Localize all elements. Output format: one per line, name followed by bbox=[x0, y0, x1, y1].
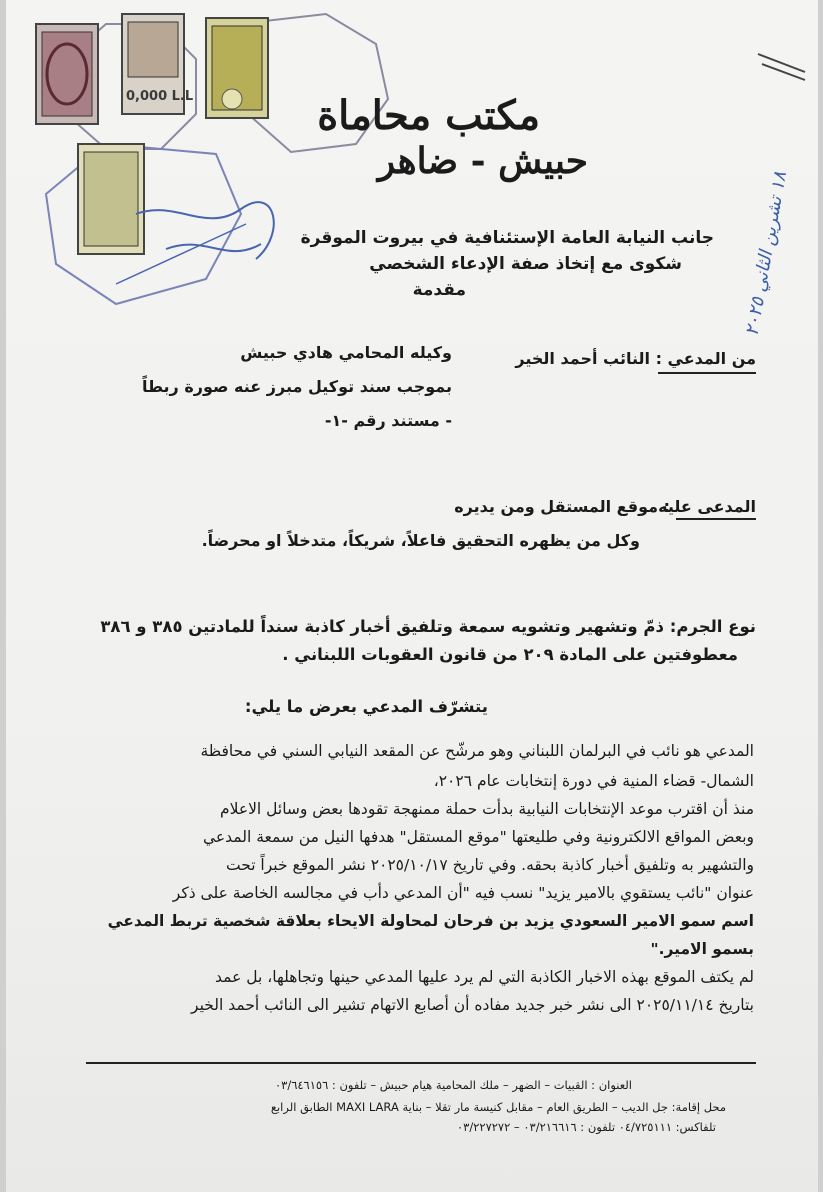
footer-divider bbox=[86, 1062, 756, 1064]
honor-statement: يتشرّف المدعي بعرض ما يلي: bbox=[244, 697, 488, 716]
defendant-label: المدعى عليه bbox=[658, 497, 756, 516]
complaint-subject: شكوى مع إتخاذ صفة الإدعاء الشخصي bbox=[369, 254, 682, 274]
body-line: لم يكتف الموقع بهذه الاخبار الكاذبة التي لم يرد عليها المدعي حينها وتجاهلها، بل عمد bbox=[215, 968, 754, 986]
attorney-name: وكيله المحامي هادي حبيش bbox=[240, 343, 452, 362]
body-line: عنوان "نائب يستقوي بالامير يزيد" نسب فيه "أن المدعي دأب في مجالسه الخاصة على ذكر bbox=[172, 884, 754, 902]
power-of-attorney: بموجب سند توكيل مبرز عنه صورة ربطاً bbox=[141, 377, 452, 396]
body-line: والتشهير به وتلفيق أخبار كاذبة بحقه. وفي تاريخ ٢٠٢٥/١٠/١٧ نشر الموقع خبراً تحت bbox=[225, 856, 754, 874]
document-page bbox=[6, 0, 818, 1192]
footer-residence: محل إقامة: جل الديب – الطريق العام – مقابل كنيسة مار تقلا – بناية MAXI LARA الطابق الرابع bbox=[270, 1100, 726, 1114]
footer-address: العنوان : القبيات – الضهر – ملك المحامية هيام حبيش – تلفون : ٠٣/٦٤٦١٥٦ bbox=[274, 1078, 632, 1092]
handwritten-date: ١٨ تشرين الثاني ٢٠٢٥ bbox=[741, 170, 791, 338]
plaintiff-name: النائب أحمد الخير bbox=[515, 349, 650, 368]
addressee: جانب النيابة العامة الإستئنافية في بيروت الموقرة bbox=[300, 228, 714, 248]
body-line: المدعي هو نائب في البرلمان اللبناني وهو مرشّح عن المقعد النيابي السني في محافظة bbox=[200, 742, 754, 760]
body-line: اسم سمو الامير السعودي يزيد بن فرحان لمحاولة الايحاء بعلاقة شخصية تربط المدعي bbox=[107, 912, 754, 930]
fiscal-stamps-area bbox=[26, 4, 396, 314]
plaintiff-label: من المدعي : bbox=[655, 349, 756, 368]
body-line: وبعض المواقع الالكترونية وفي طليعتها "موقع المستقل" هدفها النيل من سمعة المدعي bbox=[203, 828, 754, 846]
margin-marks bbox=[750, 42, 810, 92]
fiscal-stamps-illustration bbox=[26, 4, 396, 314]
defendant-name: : موقع المستقل ومن يديره bbox=[454, 497, 670, 516]
footer-phones: تلفاكس: ٠٤/٧٢٥١١١ تلفون : ٠٣/٢١٦٦١٦ – ٠٣/٢٢٧٢٧٢ bbox=[456, 1120, 716, 1134]
plaintiff-underline bbox=[658, 372, 756, 374]
defendant-others: وكل من يظهره التحقيق فاعلاً، شريكاً، متدخلاً او محرضاً. bbox=[201, 531, 640, 550]
offense-line-2: معطوفتين على المادة ٢٠٩ من قانون العقوبات اللبناني . bbox=[282, 645, 738, 664]
body-line: بسمو الامير." bbox=[650, 940, 754, 958]
defendant-underline bbox=[676, 518, 756, 520]
body-line: بتاريخ ٢٠٢٥/١١/١٤ الى نشر خبر جديد مفاده أن أصابع الاتهام تشير الى النائب أحمد الخير bbox=[191, 996, 754, 1014]
svg-text:0,000 L.L: 0,000 L.L bbox=[126, 89, 194, 104]
intro-label: مقدمة bbox=[412, 280, 466, 300]
offense-line-1: نوع الجرم: ذمّ وتشهير وتشويه سمعة وتلفيق أخبار كاذبة سنداً للمادتين ٣٨٥ و ٣٨٦ bbox=[100, 617, 756, 636]
firm-partners: حبيش - ضاهر bbox=[377, 140, 588, 182]
body-line: منذ أن اقترب موعد الإنتخابات النيابية بدأت حملة ممنهجة تقودها بعض وسائل الاعلام bbox=[219, 800, 754, 818]
body-line: الشمال- قضاء المنية في دورة إنتخابات عام ٢٠٢٦، bbox=[433, 772, 754, 790]
document-number: - مستند رقم -١- bbox=[324, 411, 452, 430]
firm-name: مكتب محاماة bbox=[317, 92, 540, 139]
